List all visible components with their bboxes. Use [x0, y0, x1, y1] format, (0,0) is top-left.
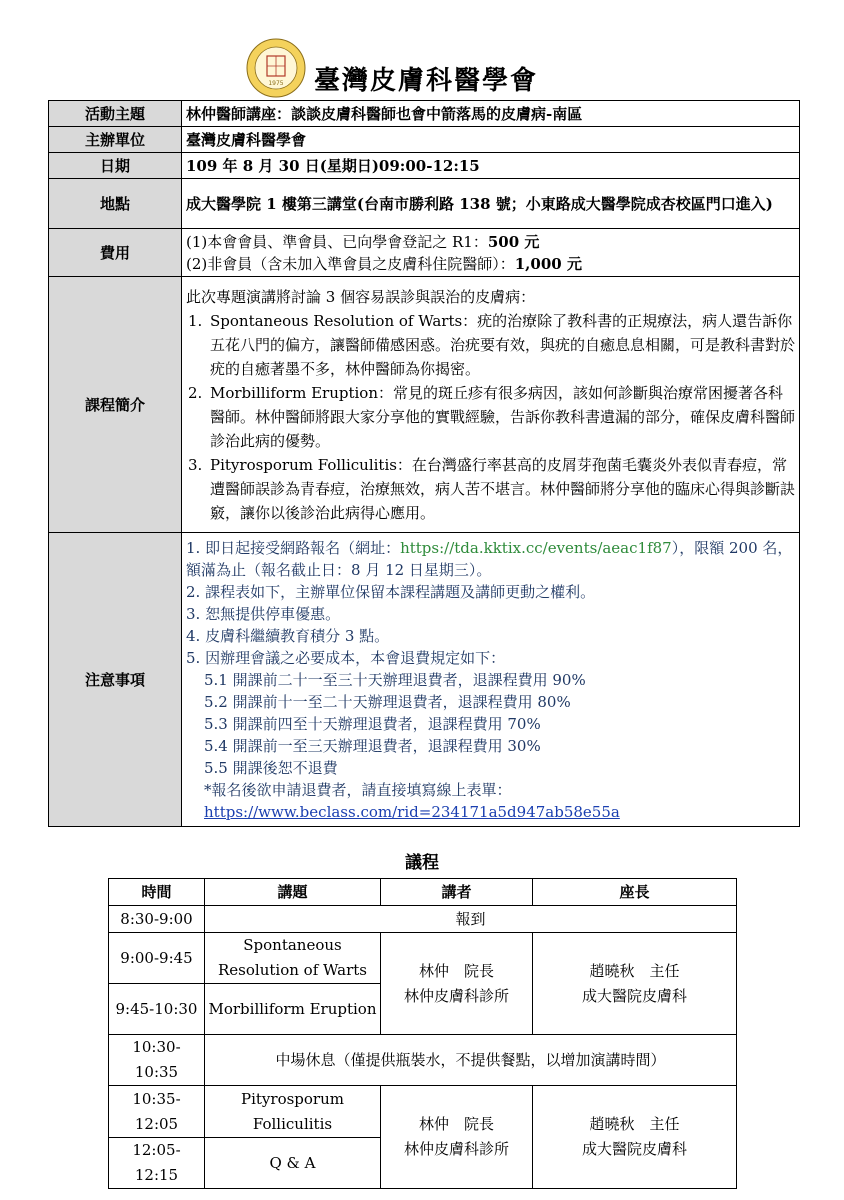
- fee-member-amount: 500 元: [487, 232, 540, 251]
- registration-link[interactable]: https://tda.kktix.cc/events/aeac1f87: [400, 538, 672, 557]
- time-cell: 10:30-10:35: [109, 1035, 205, 1086]
- header-chair: 座長: [533, 879, 737, 906]
- venue-label: 地點: [49, 179, 182, 229]
- refund-form-note: *報名後欲申請退費者，請直接填寫線上表單：: [204, 780, 512, 799]
- registration-cell: 報到: [205, 906, 737, 933]
- intro-label: 課程簡介: [49, 277, 182, 533]
- organizer-label: 主辦單位: [49, 127, 182, 153]
- header-topic: 講題: [205, 879, 381, 906]
- association-logo: [246, 38, 306, 98]
- agenda-title: 議程: [405, 853, 439, 873]
- table-row: [109, 1086, 737, 1138]
- topic-label: 活動主題: [49, 101, 182, 127]
- time-cell: 10:35-12:05: [109, 1086, 205, 1138]
- topic-cell: Spontaneous Resolution of Warts: [205, 933, 381, 984]
- refund-form-link-row: [186, 801, 795, 823]
- notes-label: 注意事項: [49, 533, 182, 827]
- refund-rule: 5.3 開課前四至十天辦理退費者，退課程費用 70%: [204, 714, 541, 733]
- venue-value: 成大醫學院 1 樓第三講堂(台南市勝利路 138 號；小東路成大醫學院成杏校區門口進入): [182, 179, 800, 229]
- chair-cell: 趙曉秋 主任 成大醫院皮膚科: [533, 1086, 737, 1189]
- refund-rule: 5.5 開課後恕不退費: [204, 758, 338, 777]
- refund-rule: 5.1 開課前二十一至三十天辦理退費者，退課程費用 90%: [204, 670, 586, 689]
- header-time: 時間: [109, 879, 205, 906]
- time-cell: 12:05-12:15: [109, 1138, 205, 1189]
- topic-cell: Q & A: [205, 1138, 381, 1189]
- speaker-cell: 林仲 院長 林仲皮膚科診所: [381, 933, 533, 1035]
- table-row: [109, 933, 737, 984]
- note-schedule: 2. 課程表如下，主辦單位保留本課程講題及講師更動之權利。: [186, 582, 596, 601]
- intro-item: 3. Pityrosporum Folliculitis：在台灣盛行率甚高的皮屑芽孢菌毛囊炎外表似青春痘，常遭醫師誤診為青春痘，治療無效，病人苦不堪言。林仲醫師將分享他的臨床心得與診斷訣竅，讓你以後診治此病得心應用。: [188, 455, 796, 522]
- intro-value: [182, 277, 800, 533]
- fee-member-text: (1)本會會員、準會員、已向學會登記之 R1：: [186, 232, 488, 251]
- fee-value: [182, 229, 800, 277]
- intro-item: 1. Spontaneous Resolution of Warts：疣的治療除了教科書的正規療法，病人還告訴你五花八門的偏方，讓醫師備感困惑。治疣要有效，與疣的自癒息息相關，可是教科書對於疣的自癒著墨不多，林仲醫師為你揭密。: [188, 311, 796, 378]
- agenda-table: [108, 878, 737, 1189]
- time-cell: 9:45-10:30: [109, 984, 205, 1035]
- refund-rule: 5.2 開課前十一至二十天辦理退費者，退課程費用 80%: [204, 692, 571, 711]
- fee-nonmember-text: (2)非會員（含未加入準會員之皮膚科住院醫師）：: [186, 254, 515, 273]
- date-label: 日期: [49, 153, 182, 179]
- note-parking: 3. 恕無提供停車優惠。: [186, 604, 341, 623]
- event-info-table: [48, 100, 800, 827]
- intro-item: 2. Morbilliform Eruption：常見的斑丘疹有很多病因，該如何診斷與治療常困擾著各科醫師。林仲醫師將跟大家分享他的實戰經驗，告訴你教科書遺漏的部分，確保皮膚科醫師診治此病的優勢。: [188, 383, 796, 450]
- org-title: 臺灣皮膚科醫學會: [314, 66, 539, 96]
- fee-line-nonmember: [186, 253, 795, 275]
- speaker-cell: 林仲 院長 林仲皮膚科診所: [381, 1086, 533, 1189]
- fee-line-member: [186, 231, 795, 253]
- note-refund-policy: 5. 因辦理會議之必要成本，本會退費規定如下：: [186, 648, 506, 667]
- time-cell: 8:30-9:00: [109, 906, 205, 933]
- break-cell: 中場休息（僅提供瓶裝水，不提供餐點，以增加演講時間）: [205, 1035, 737, 1086]
- logo-year: 1975: [268, 80, 284, 87]
- topic-value: 林仲醫師講座：談談皮膚科醫師也會中箭落馬的皮膚病-南區: [182, 101, 800, 127]
- note-registration: 1. 即日起接受網路報名（網址：https://tda.kktix.cc/events/aeac1f87），限額 200 名，額滿為止（報名截止日：8 月 12 日星期三）。: [186, 538, 793, 579]
- header-speaker: 講者: [381, 879, 533, 906]
- refund-form-link[interactable]: https://www.beclass.com/rid=234171a5d947ab58e55a: [204, 802, 620, 821]
- fee-nonmember-amount: 1,000 元: [514, 254, 582, 273]
- topic-cell: Morbilliform Eruption: [205, 984, 381, 1035]
- topic-cell: Pityrosporum Folliculitis: [205, 1086, 381, 1138]
- fee-label: 費用: [49, 229, 182, 277]
- agenda-header-row: [109, 879, 737, 906]
- note-credits: 4. 皮膚科繼續教育積分 3 點。: [186, 626, 390, 645]
- chair-cell: 趙曉秋 主任 成大醫院皮膚科: [533, 933, 737, 1035]
- date-value: 109 年 8 月 30 日(星期日)09:00-12:15: [182, 153, 800, 179]
- time-cell: 9:00-9:45: [109, 933, 205, 984]
- table-row: [109, 906, 737, 933]
- table-row: [109, 1035, 737, 1086]
- intro-lead: 此次專題演講將討論 3 個容易誤診與誤治的皮膚病：: [186, 287, 536, 306]
- refund-rule: 5.4 開課前一至三天辦理退費者，退課程費用 30%: [204, 736, 541, 755]
- notes-value: [182, 533, 800, 827]
- organizer-value: 臺灣皮膚科醫學會: [182, 127, 800, 153]
- page-header: [246, 38, 646, 98]
